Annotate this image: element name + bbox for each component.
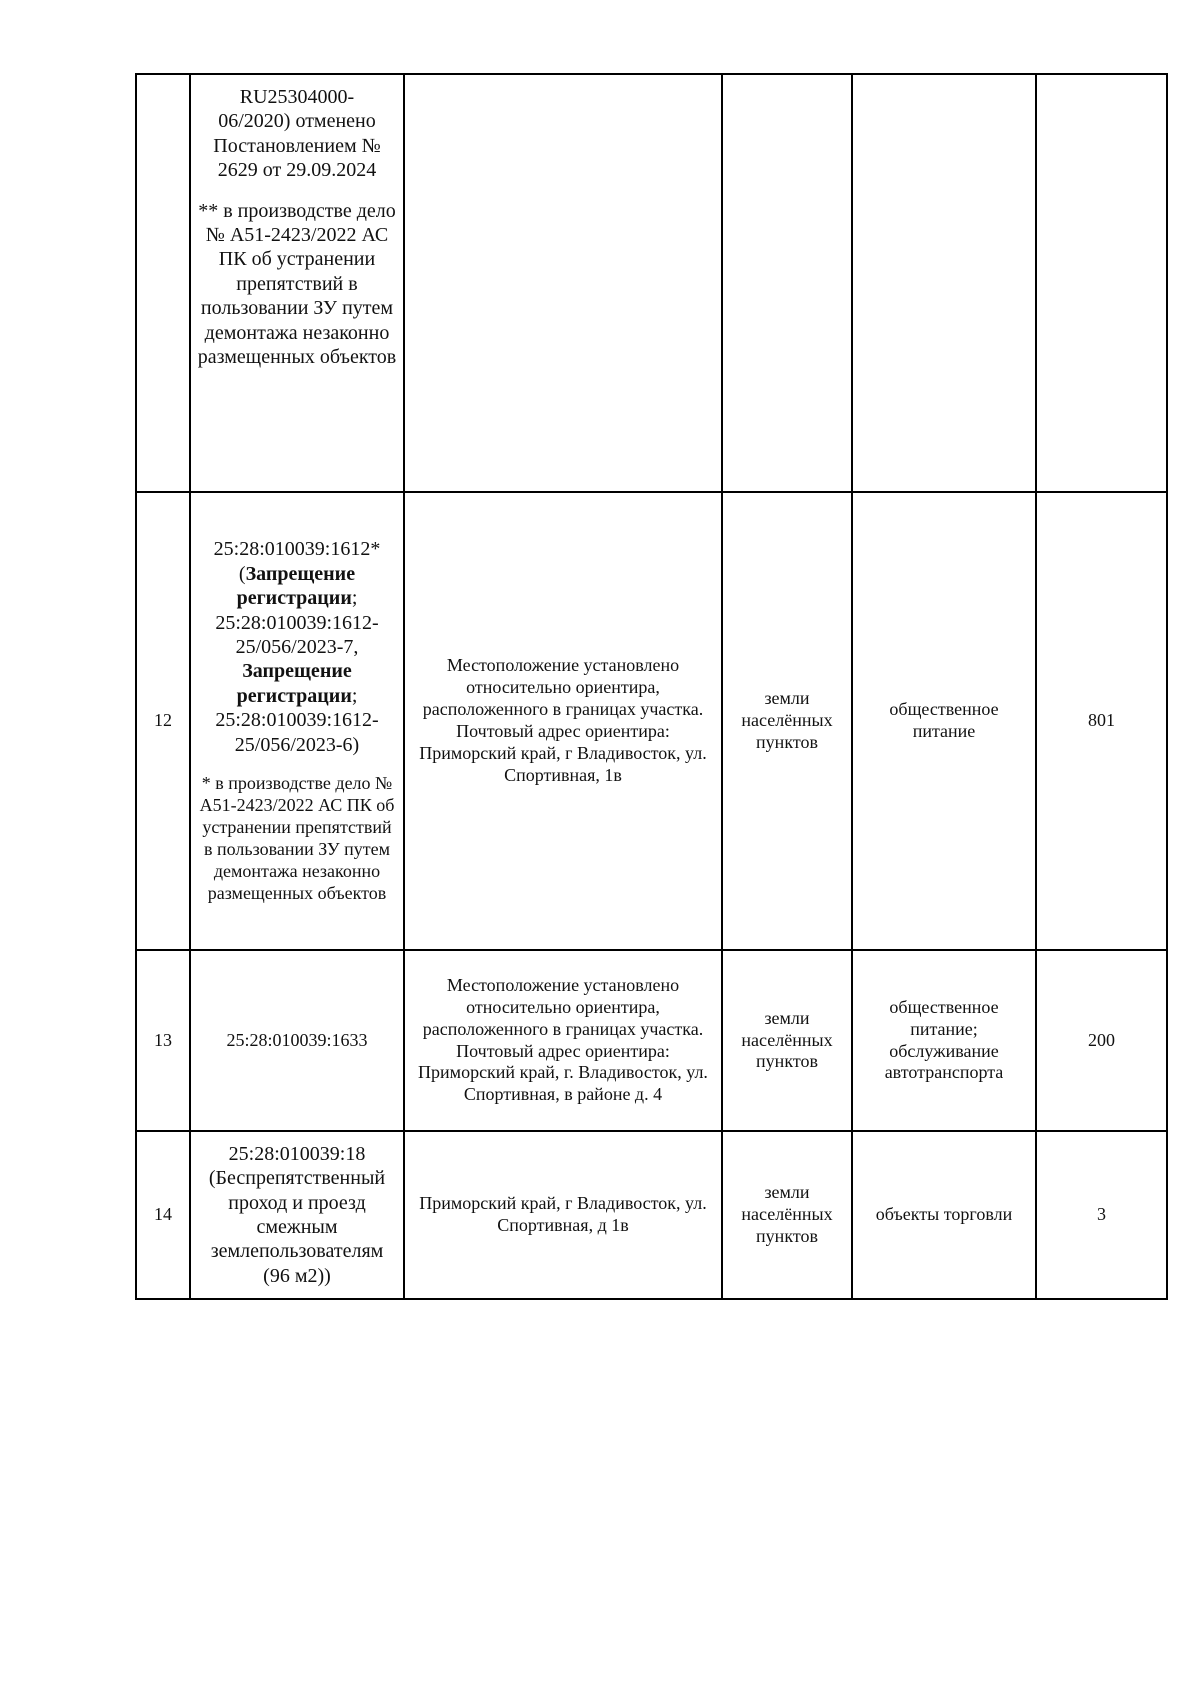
- cadastral-number: 25:28:010039:1612*: [213, 538, 381, 561]
- cadastral-cell: [190, 1131, 404, 1299]
- area-cell: 3: [1036, 1131, 1167, 1299]
- row-number-cell: 13: [136, 950, 190, 1131]
- permitted-use-cell: [852, 74, 1036, 492]
- location-cell: [404, 74, 722, 492]
- cadastral-info: 25:28:010039:1612* (Запрещение регистрации; 25:28:010039:1612-25/056/2023-7, Запрещение регистрации; 25:28:010039:1612-25/056/2023-6): [213, 538, 381, 756]
- land-category-cell: земли населённых пунктов: [722, 492, 852, 950]
- location-cell: Местоположение установлено относительно ориентира, расположенного в границах участка. Почтовый адрес ориентира: Приморский край, г Владивосток, ул. Спортивная, 1в: [404, 492, 722, 950]
- encumbrance-number: 25:28:010039:1612-25/056/2023-7,: [215, 611, 379, 658]
- row-number-cell: 14: [136, 1131, 190, 1299]
- cadastral-cell: [190, 74, 404, 492]
- table-row: [136, 1131, 1167, 1299]
- location-cell: Местоположение установлено относительно ориентира, расположенного в границах участка. Почтовый адрес ориентира: Приморский край, г. Владивосток, ул. Спортивная, в районе д. 4: [404, 950, 722, 1131]
- litigation-note: ** в производстве дело № А51-2423/2022 АС ПК об устранении препятствий в пользовании ЗУ путем демонтажа незаконно размещенных объектов: [197, 199, 397, 368]
- permitted-use-cell: общественное питание: [852, 492, 1036, 950]
- row-number-cell: [136, 74, 190, 492]
- location-cell: Приморский край, г Владивосток, ул. Спортивная, д 1в: [404, 1131, 722, 1299]
- cadastral-cell: 25:28:010039:1633: [190, 950, 404, 1131]
- land-category-cell: [722, 74, 852, 492]
- easement-note: (Беспрепятственный проход и проезд смежным землепользователям (96 м2)): [208, 1167, 386, 1287]
- area-cell: 200: [1036, 950, 1167, 1131]
- area-cell: 801: [1036, 492, 1167, 950]
- table-row: [136, 950, 1167, 1131]
- land-plots-table: [135, 73, 1168, 1300]
- cadastral-info: RU25304000- 06/2020) отменено Постановлением № 2629 от 29.09.2024: [213, 86, 381, 182]
- table-row: [136, 492, 1167, 950]
- table-row: [136, 74, 1167, 492]
- permitted-use-cell: общественное питание; обслуживание автотранспорта: [852, 950, 1036, 1131]
- permitted-use-cell: объекты торговли: [852, 1131, 1036, 1299]
- area-cell: [1036, 74, 1167, 492]
- land-category-cell: земли населённых пунктов: [722, 1131, 852, 1299]
- land-category-cell: земли населённых пунктов: [722, 950, 852, 1131]
- row-number-cell: 12: [136, 492, 190, 950]
- cadastral-number: 25:28:010039:18: [228, 1142, 366, 1165]
- litigation-note: * в производстве дело № А51-2423/2022 АС ПК об устранении препятствий в пользовании ЗУ путем демонтажа незаконно размещенных объектов: [199, 772, 395, 903]
- encumbrance-number: 25:28:010039:1612-25/056/2023-6): [215, 709, 379, 756]
- cadastral-cell: [190, 492, 404, 950]
- encumbrance-label: Запрещение регистрации: [236, 562, 356, 610]
- encumbrance-label: Запрещение регистрации: [236, 660, 352, 707]
